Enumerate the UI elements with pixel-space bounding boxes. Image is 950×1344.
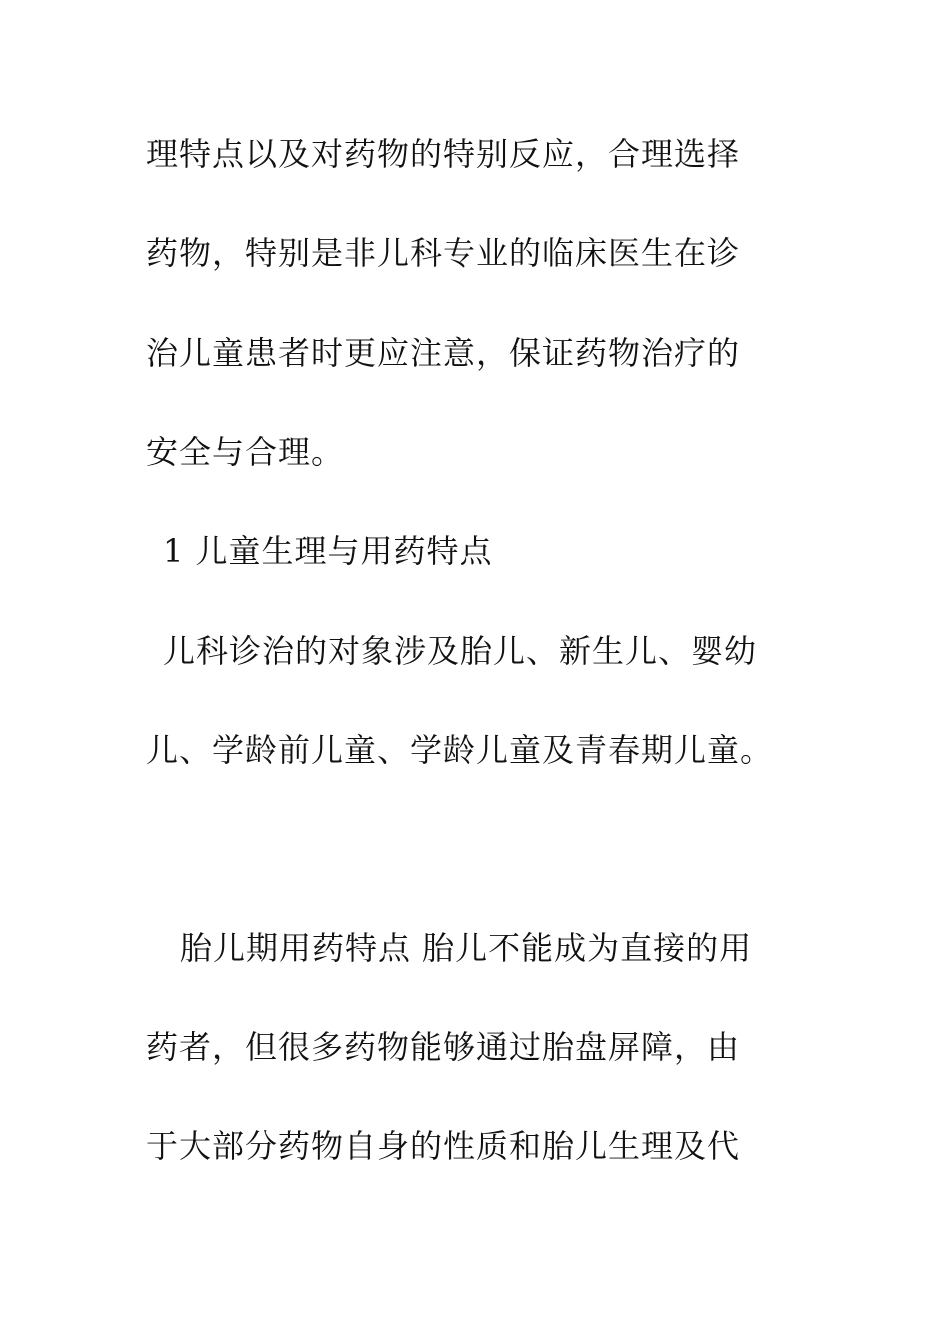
paragraph-line: 安全与合理。 <box>146 433 345 471</box>
paragraph-line: 药者，但很多药物能够通过胎盘屏障，由 <box>146 1028 741 1066</box>
paragraph-line: 药物，特别是非儿科专业的临床医生在诊 <box>146 234 741 272</box>
paragraph-line: 理特点以及对药物的特别反应，合理选择 <box>146 135 741 173</box>
paragraph-line: 于大部分药物自身的性质和胎儿生理及代 <box>146 1127 741 1165</box>
paragraph-line: 治儿童患者时更应注意，保证药物治疗的 <box>146 334 741 372</box>
paragraph-line: 儿、学龄前儿童、学龄儿童及青春期儿童。 <box>146 731 774 769</box>
paragraph-line: 胎儿期用药特点 胎儿不能成为直接的用 <box>180 929 753 967</box>
paragraph-line: 儿科诊治的对象涉及胎儿、新生儿、婴幼 <box>163 632 758 670</box>
section-heading: 1 儿童生理与用药特点 <box>163 532 493 570</box>
